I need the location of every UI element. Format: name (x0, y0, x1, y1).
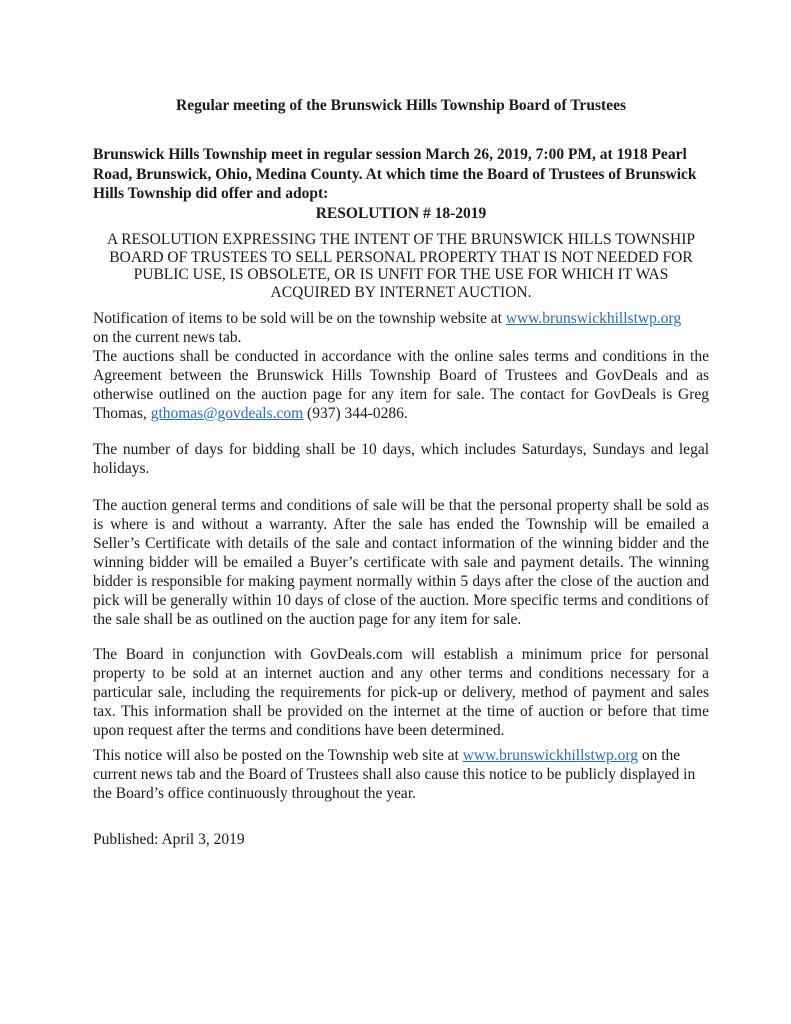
minimum-price-paragraph: The Board in conjunction with GovDeals.com will establish a minimum price for personal property to be sold at an internet auction and any other terms and conditions necessary for a particular sale, including the requirements for pick-up or delivery, method of payment and sales tax. This information shall be provided on the internet at the time of auction or before that time upon request after the terms and conditions have been determined. (93, 646, 709, 739)
auctions-text-before: The auctions shall be conducted in accordance with the online sales terms and conditions in the Agreement between the Brunswick Hills Township Board of Trustees and GovDeals and as otherwise outlined on the auction page for any item for sale. The contact for GovDeals is Greg Thomas, (93, 348, 709, 422)
govdeals-email-link[interactable]: gthomas@govdeals.com (150, 405, 304, 422)
notice-text-before: This notice will also be posted on the Township web site at (93, 747, 463, 764)
document-title: Regular meeting of the Brunswick Hills Township Board of Trustees (176, 97, 626, 114)
auctions-paragraph (93, 347, 709, 423)
general-terms-paragraph: The auction general terms and conditions of sale will be that the personal property shall be sold as is where is and without a warranty. After the sale has ended the Township will be emailed a Seller’s Certificate with details of the sale and contact information of the winning bidder and the winning bidder will be emailed a Buyer’s certificate with sale and payment details. The winning bidder is responsible for making payment normally within 5 days after the close of the auction and pick will be generally within 10 days of close of the auction. More specific terms and conditions of the sale shall be as outlined on the auction page for any item for sale. (93, 497, 709, 628)
resolution-text: A RESOLUTION EXPRESSING THE INTENT OF THE BRUNSWICK HILLS TOWNSHIP BOARD OF TRUSTEES TO SELL PERSONAL PROPERTY THAT IS NOT NEEDED FOR PUBLIC USE, IS OBSOLETE, OR IS UNFIT FOR THE USE FOR WHICH IT WAS ACQUIRED BY INTERNET AUCTION. (106, 231, 696, 301)
meeting-intro: Brunswick Hills Township meet in regular session March 26, 2019, 7:00 PM, at 1918 Pearl Road, Brunswick, Ohio, Medina County. At which time the Board of Trustees of Brunswick Hills Township did offer and adopt: (93, 146, 697, 202)
published-date: Published: April 3, 2019 (93, 831, 245, 848)
auctions-text-after: (937) 344-0286. (303, 405, 408, 422)
notice-text-after: on the current news tab and the Board of Trustees shall also cause this notice to be publicly displayed in the Board’s office continuously throughout the year. (93, 747, 696, 802)
notification-paragraph (93, 309, 709, 347)
township-website-link-2[interactable]: www.brunswickhillstwp.org (462, 747, 638, 764)
resolution-number: RESOLUTION # 18-2019 (315, 205, 487, 222)
township-website-link[interactable]: www.brunswickhillstwp.org (505, 310, 682, 327)
notification-text-after: on the current news tab. (93, 329, 242, 346)
bidding-days-paragraph: The number of days for bidding shall be 10 days, which includes Saturdays, Sundays and legal holidays. (93, 441, 709, 477)
notice-paragraph (93, 746, 709, 803)
notification-text-before: Notification of items to be sold will be on the township website at (93, 310, 506, 327)
